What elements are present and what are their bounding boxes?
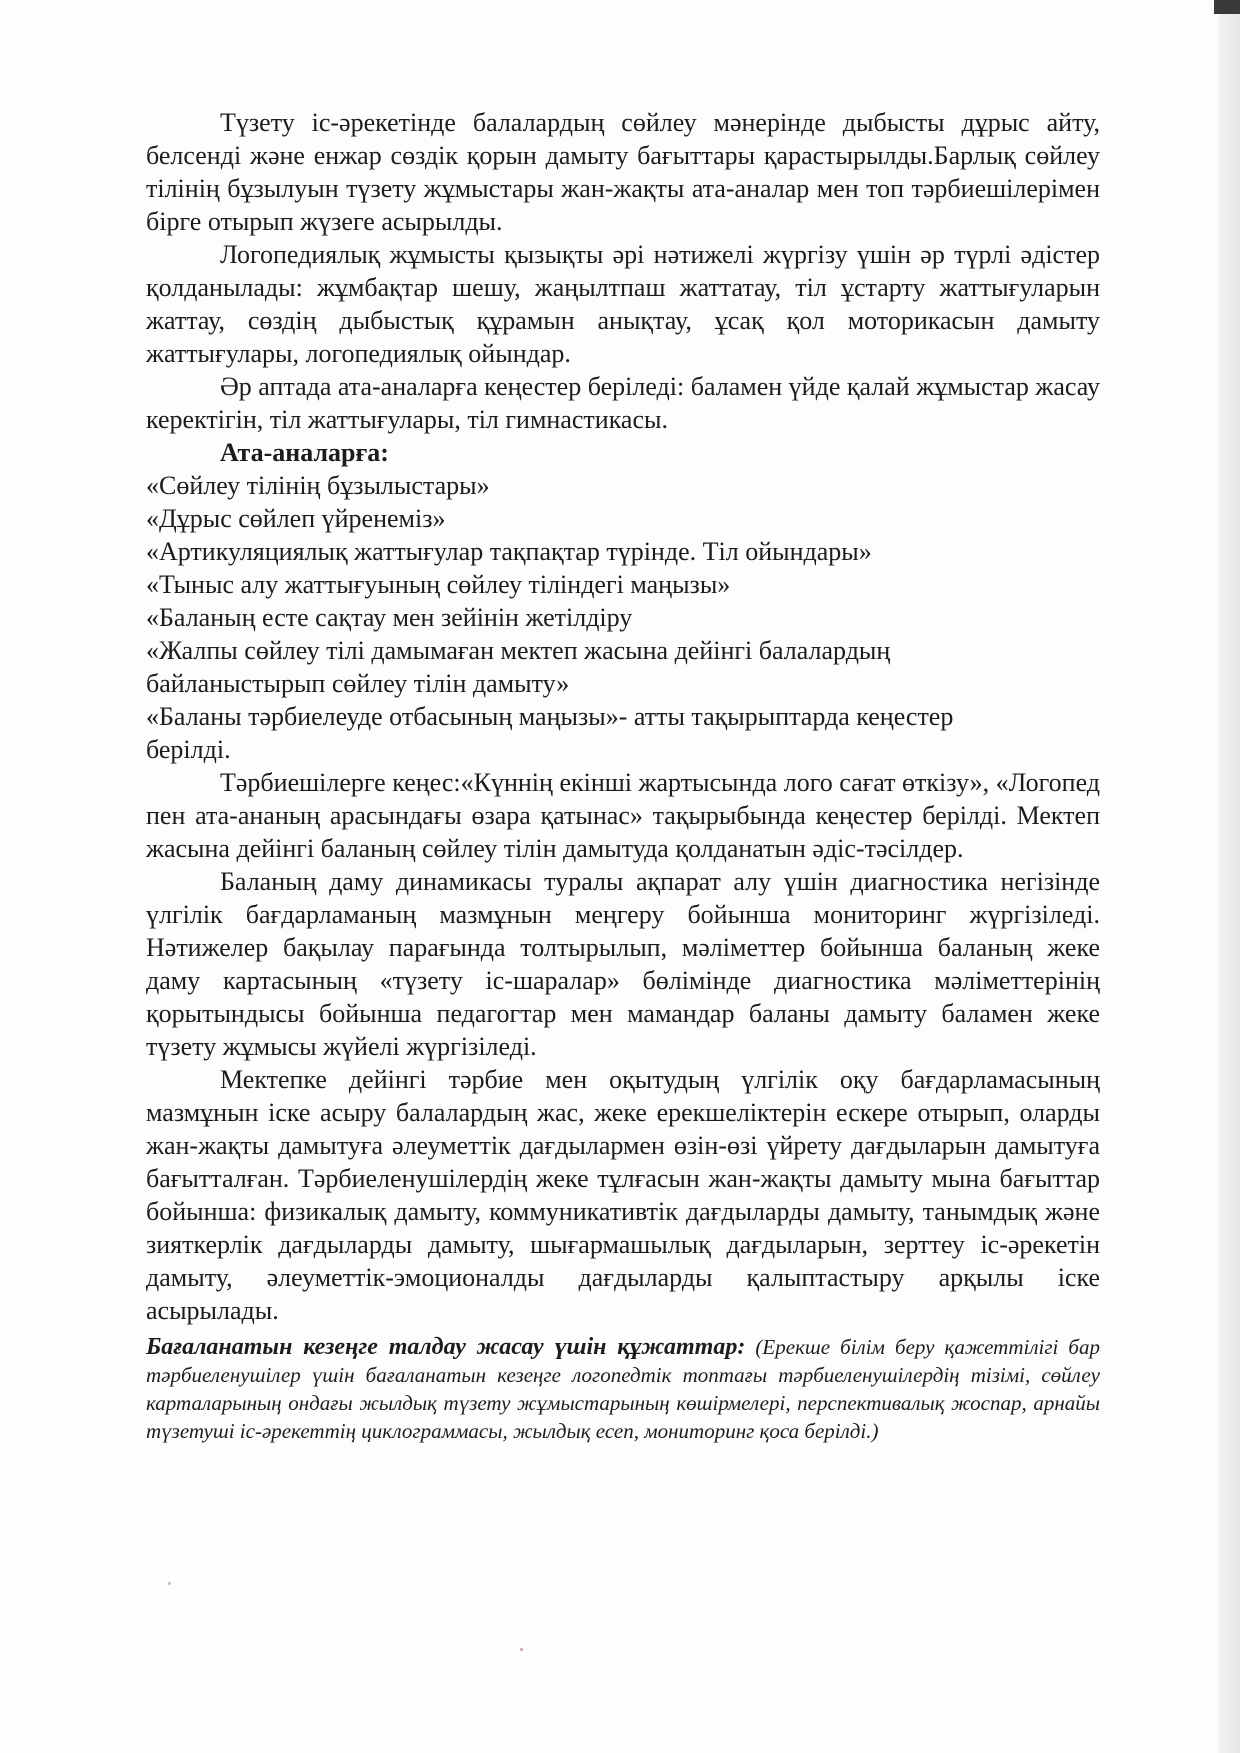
scan-speck — [520, 1648, 523, 1651]
parent-topic-item: «Жалпы сөйлеу тілі дамымаған мектеп жасына дейінгі балалардың байланыстырып сөйлеу тілін дамыту» — [146, 636, 891, 698]
paragraph-logopedic-methods: Логопедиялық жұмысты қызықты әрі нәтижелі жүргізу үшін әр түрлі әдістер қолданылады: жұмбақтар шешу, жаңылтпаш жаттатау, тіл ұстарту жаттығуларын жаттау, сөздің дыбыстық құрамын анықтау, ұсақ қол моторикасын дамыту жаттығулары, логопедиялық ойындар. — [146, 240, 1100, 368]
paragraph-correction-work: Түзету іс-әрекетінде балалардың сөйлеу мәнерінде дыбысты дұрыс айту, белсенді және енжар сөздік қорын дамыту бағыттары қарастырылды.Барлық сөйлеу тілінің бұзылуын түзету жұмыстары жан-жақты ата-аналар мен топ тәрбиешілерімен бірге отырып жүзеге асырылды. — [146, 108, 1100, 236]
paragraph-monitoring: Баланың даму динамикасы туралы ақпарат алу үшін диагностика негізінде үлгілік бағдарламаның мазмұнын меңгеру бойынша мониторинг жүргізіледі. Нәтижелер бақылау парағында толтырылып, мәліметтер бойынша баланың жеке даму картасының «түзету іс-шаралар» бөлімінде диагностика мәліметтерінің қорытындысы бойынша педагогтар мен мамандар баланы дамыту баламен жеке түзету жұмысы жүйелі жүргізіледі. — [146, 867, 1100, 1061]
parent-topic-item: «Сөйлеу тілінің бұзылыстары» — [146, 471, 490, 500]
parent-topic-item: «Тыныс алу жаттығуының сөйлеу тіліндегі маңызы» — [146, 570, 731, 599]
scan-speck — [168, 1582, 171, 1585]
documents-note — [146, 1333, 1100, 1445]
parent-topic-item: «Дұрыс сөйлеп үйренеміз» — [146, 504, 446, 533]
documents-note-lead: Бағаланатын кезеңге талдау жасау үшін құжаттар: — [146, 1334, 746, 1360]
paragraph-teacher-advice: Тәрбиешілерге кеңес:«Күннің екінші жартысында лого сағат өткізу», «Логопед пен ата-ананың арасындағы өзара қатынас» тақырыбында кеңестер берілді. Мектеп жасына дейінгі баланың сөйлеу тілін дамытуда қолданатын әдіс-тәсілдер. — [146, 768, 1100, 863]
scan-corner-mark — [1214, 0, 1240, 14]
documents-note-text: (Ерекше білім беру қажеттілігі бар тәрбиеленушілер үшін бағаланатын кезеңге логопедтік топтағы тәрбиеленушілердің тізімі, сөйлеу карталарының ондағы жылдық түзету жұмыстарының көшірмелері, перспективалық жоспар, арнайы түзетуші іс-әрекеттің циклограммасы, жылдық есеп, мониторинг қоса берілді.) — [146, 1335, 1100, 1443]
scan-edge-shadow — [1218, 0, 1240, 1753]
parents-heading: Ата-аналарға: — [220, 438, 389, 467]
parent-topic-item: «Артикуляциялық жаттығулар тақпақтар түрінде. Тіл ойындары» — [146, 537, 872, 566]
parent-topic-item: «Баланы тәрбиелеуде отбасының маңызы»- атты тақырыптарда кеңестер берілді. — [146, 702, 954, 764]
paragraph-weekly-advice: Әр аптада ата-аналарға кеңестер беріледі: баламен үйде қалай жұмыстар жасау керектігін, тіл жаттығулары, тіл гимнастикасы. — [146, 372, 1100, 434]
document-body — [146, 106, 1100, 1445]
paragraph-program-implementation: Мектепке дейінгі тәрбие мен оқытудың үлгілік оқу бағдарламасының мазмұнын іске асыру балалардың жас, жеке ерекшеліктерін ескере отырып, оларды жан-жақты дамытуға әлеуметтік дағдылармен өзін-өзі үйрету дағдыларын дамытуға бағытталған. Тәрбиеленушілердің жеке тұлғасын жан-жақты дамыту мына бағыттар бойынша: физикалық дамыту, коммуникативтік дағдыларды дамыту, танымдық және зияткерлік дағдыларды дамыту, шығармашылық дағдыларын, зерттеу іс-әрекетін дамыту, әлеуметтік-эмоционалды дағдыларды қалыптастыру арқылы іске асырылады. — [146, 1065, 1100, 1325]
parent-topic-item: «Баланың есте сақтау мен зейінін жетілдіру — [146, 603, 633, 632]
